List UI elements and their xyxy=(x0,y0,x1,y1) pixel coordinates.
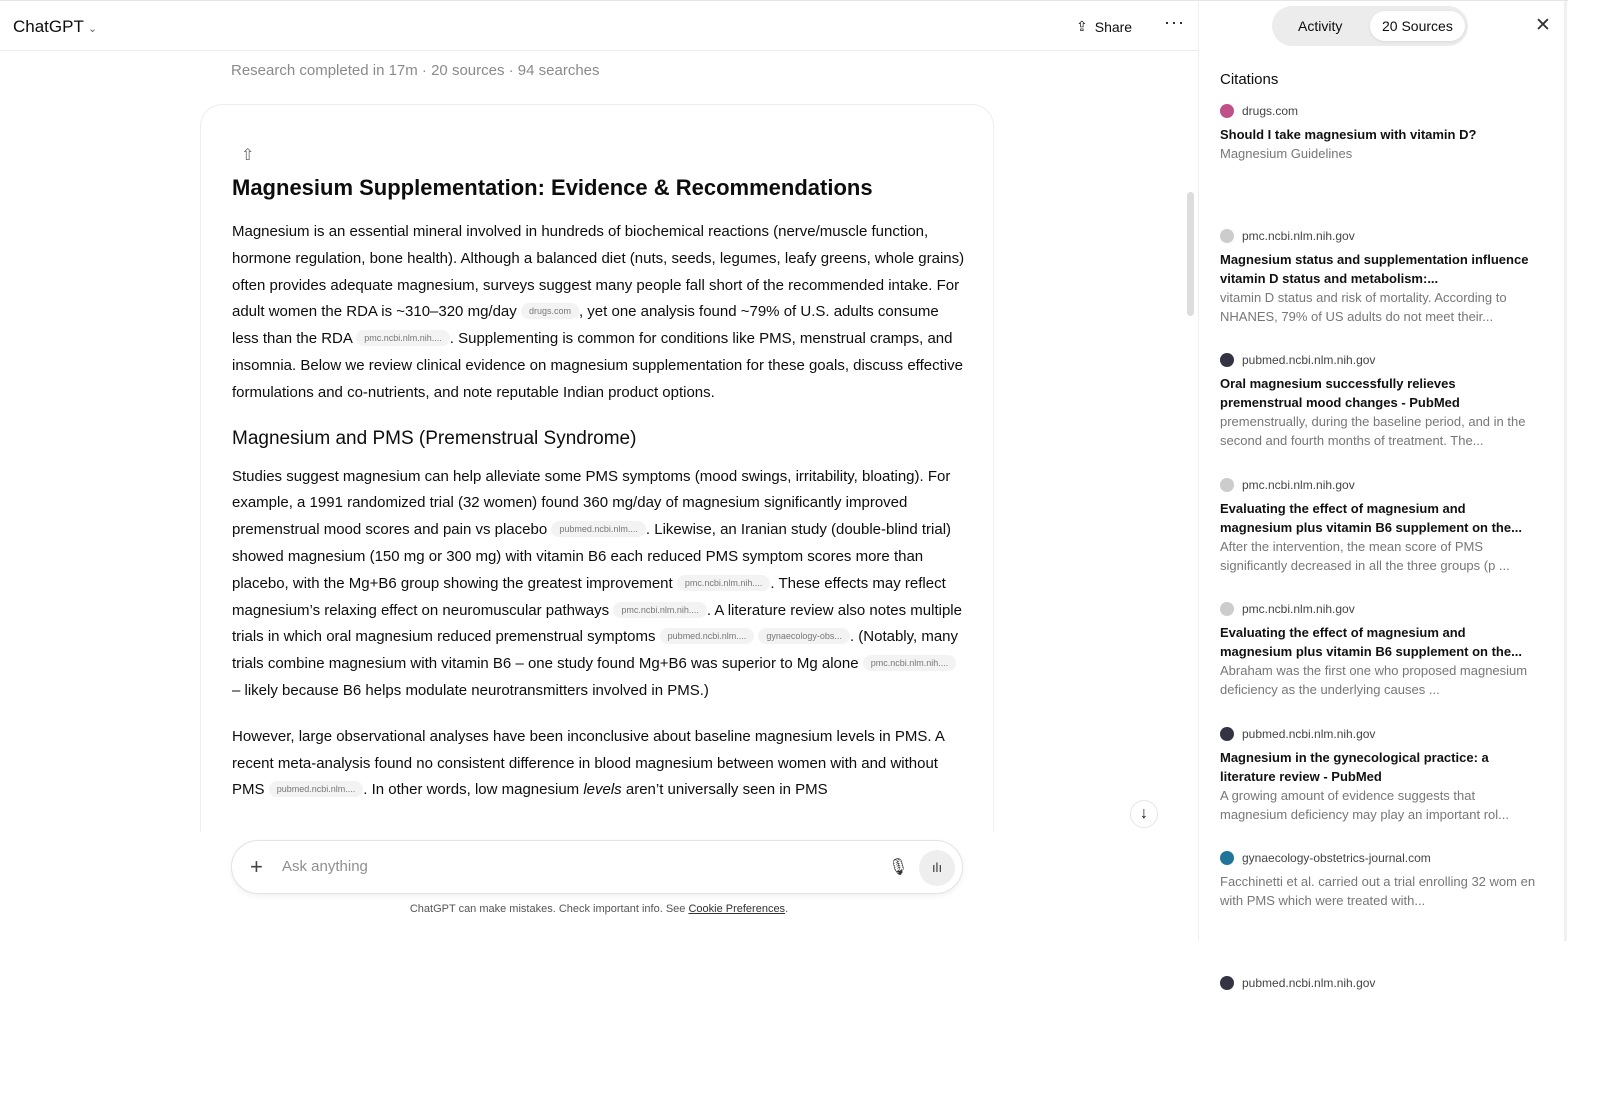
text: Magnesium is an essential mineral involved in hundreds of biochemical reactions (nerve/muscle function, hormone regulation, bone health). Although a balanced diet (nuts, seeds, legumes, leafy greens, whole grains) often provides adequate magnesium, surveys suggest many people fall short of the recommended intake. For adult women the RDA is ~310–320 mg/day xyxy=(232,223,964,320)
text: . Supplementing is common for conditions like PMS, menstrual cramps, and insomnia. Below we review clinical evidence on magnesium supplementation for these goals, discuss effective formulations and co-nutrients, and note reputable Indian product options. xyxy=(232,330,963,401)
scroll-down-icon[interactable]: ↓ xyxy=(1130,800,1158,828)
report-body xyxy=(232,173,967,823)
favicon-icon xyxy=(1220,851,1234,865)
chevron-down-icon: ⌄ xyxy=(88,23,97,35)
cookie-preferences-link[interactable]: Cookie Preferences xyxy=(688,903,785,915)
citation-title: Should I take magnesium with vitamin D? xyxy=(1220,125,1536,144)
text: aren’t universally seen in PMS xyxy=(622,781,828,798)
sources-panel xyxy=(1198,0,1568,940)
share-button[interactable] xyxy=(1076,18,1132,35)
scrollbar[interactable] xyxy=(1187,192,1194,316)
citation-title: Magnesium in the gynecological practice: a literature review - PubMed xyxy=(1220,748,1536,786)
citation-snippet: A growing amount of evidence suggests that magnesium deficiency may play an important rol... xyxy=(1220,786,1536,824)
citation-domain xyxy=(1220,850,1536,866)
text: . In other words, low magnesium xyxy=(363,781,583,798)
favicon-icon xyxy=(1220,353,1234,367)
citation-item[interactable] xyxy=(1220,352,1536,477)
composer xyxy=(231,840,963,894)
tab-activity[interactable]: Activity xyxy=(1286,11,1354,41)
citation-chip[interactable]: pubmed.ncbi.nlm.... xyxy=(269,781,364,797)
citations-list xyxy=(1220,103,1536,1099)
observational-paragraph xyxy=(232,724,967,804)
favicon-icon xyxy=(1220,478,1234,492)
citation-chip[interactable]: pmc.ncbi.nlm.nih.... xyxy=(613,602,707,618)
favicon-icon xyxy=(1220,727,1234,741)
model-selector[interactable] xyxy=(13,17,97,37)
disclaimer xyxy=(0,903,1198,915)
research-report-card xyxy=(200,104,994,832)
citation-snippet: After the intervention, the mean score of PMS significantly decreased in all the three groups (p ... xyxy=(1220,537,1536,575)
citation-chip[interactable]: pubmed.ncbi.nlm.... xyxy=(660,628,755,644)
citation-item[interactable] xyxy=(1220,975,1536,1099)
citation-domain xyxy=(1220,975,1536,991)
text: . xyxy=(785,903,788,915)
top-bar xyxy=(0,0,1198,51)
citation-domain xyxy=(1220,601,1536,617)
citation-chip[interactable]: pmc.ncbi.nlm.nih.... xyxy=(863,655,957,671)
citation-chip[interactable]: pmc.ncbi.nlm.nih.... xyxy=(356,330,450,346)
citation-snippet: vitamin D status and risk of mortality. According to NHANES, 79% of US adults do not meet their... xyxy=(1220,288,1536,326)
more-options-icon[interactable]: ··· xyxy=(1164,12,1185,33)
citation-snippet: Facchinetti et al. carried out a trial enrolling 32 wom en with PMS which were treated with... xyxy=(1220,872,1536,910)
app-name: ChatGPT xyxy=(13,17,84,36)
citation-chip[interactable]: gynaecology-obs... xyxy=(758,628,850,644)
citation-domain xyxy=(1220,477,1536,493)
citation-item[interactable] xyxy=(1220,601,1536,726)
share-label: Share xyxy=(1095,19,1132,35)
export-icon[interactable]: ⇧ xyxy=(241,145,254,165)
citation-title: Evaluating the effect of magnesium and magnesium plus vitamin B6 supplement on the... xyxy=(1220,623,1536,661)
domain-text: pubmed.ncbi.nlm.nih.gov xyxy=(1242,353,1375,367)
citation-item[interactable] xyxy=(1220,726,1536,851)
citations-heading: Citations xyxy=(1220,71,1278,88)
citation-domain xyxy=(1220,103,1536,119)
domain-text: pmc.ncbi.nlm.nih.gov xyxy=(1242,602,1355,616)
favicon-icon xyxy=(1220,602,1234,616)
citation-snippet: premenstrually, during the baseline period, and in the second and fourth months of treatment. The... xyxy=(1220,412,1536,450)
citation-snippet: Magnesium Guidelines xyxy=(1220,144,1536,163)
citation-domain xyxy=(1220,726,1536,742)
citation-title: Magnesium status and supplementation influence vitamin D status and metabolism:... xyxy=(1220,250,1536,288)
microphone-icon[interactable]: 🎙 xyxy=(888,857,908,877)
citation-item[interactable] xyxy=(1220,103,1536,228)
text: , yet one analysis found ~79% of U.S. adults consume less than the RDA xyxy=(232,303,939,347)
domain-text: pmc.ncbi.nlm.nih.gov xyxy=(1242,478,1355,492)
domain-text: pubmed.ncbi.nlm.nih.gov xyxy=(1242,727,1375,741)
text: . These effects may reflect magnesium’s relaxing effect on neuromuscular pathways xyxy=(232,575,946,619)
citation-domain xyxy=(1220,352,1536,368)
domain-text: drugs.com xyxy=(1242,104,1298,118)
text: levels xyxy=(583,781,621,798)
text: . (Notably, many trials combine magnesium with vitamin B6 – one study found Mg+B6 was superior to Mg alone xyxy=(232,628,958,672)
plus-icon[interactable]: + xyxy=(250,854,263,880)
domain-text: pubmed.ncbi.nlm.nih.gov xyxy=(1242,976,1375,990)
citation-title: Evaluating the effect of magnesium and magnesium plus vitamin B6 supplement on the... xyxy=(1220,499,1536,537)
share-icon: ⇪ xyxy=(1076,18,1088,35)
panel-tabs xyxy=(1272,6,1468,46)
text: – likely because B6 helps modulate neurotransmitters involved in PMS.) xyxy=(232,682,709,699)
citation-item[interactable] xyxy=(1220,228,1536,353)
close-icon[interactable]: ✕ xyxy=(1535,14,1551,37)
voice-mode-icon[interactable]: ılı xyxy=(919,850,955,886)
citation-item[interactable] xyxy=(1220,477,1536,602)
prompt-input[interactable]: Ask anything xyxy=(282,858,368,875)
text: However, large observational analyses have been inconclusive about baseline magnesium levels in PMS. A recent meta-analysis found no consistent difference in blood magnesium between women with and without PMS xyxy=(232,728,944,799)
citation-title: Oral magnesium successfully relieves premenstrual mood changes - PubMed xyxy=(1220,374,1536,412)
text: ChatGPT can make mistakes. Check important info. See xyxy=(410,903,689,915)
text: Studies suggest magnesium can help alleviate some PMS symptoms (mood swings, irritability, bloating). For example, a 1991 randomized trial (32 women) found 360 mg/day of magnesium significantly improved premenstrual mood scores and pain vs placebo xyxy=(232,468,950,539)
favicon-icon xyxy=(1220,976,1234,990)
panel-scrollbar[interactable] xyxy=(1564,1,1567,941)
citation-chip[interactable]: pubmed.ncbi.nlm.... xyxy=(551,521,646,537)
intro-paragraph xyxy=(232,219,967,407)
citation-item[interactable] xyxy=(1220,850,1536,975)
citation-chip[interactable]: drugs.com xyxy=(521,303,579,319)
research-status: Research completed in 17m · 20 sources · 94 searches xyxy=(231,62,600,79)
citation-chip[interactable]: pmc.ncbi.nlm.nih.... xyxy=(677,575,771,591)
favicon-icon xyxy=(1220,229,1234,243)
favicon-icon xyxy=(1220,104,1234,118)
domain-text: gynaecology-obstetrics-journal.com xyxy=(1242,851,1431,865)
citation-domain xyxy=(1220,228,1536,244)
pms-paragraph xyxy=(232,464,967,705)
text: . A literature review also notes multiple trials in which oral magnesium reduced premenstrual symptoms xyxy=(232,602,962,646)
citation-snippet: Abraham was the first one who proposed magnesium deficiency as the underlying causes ... xyxy=(1220,661,1536,699)
report-title: Magnesium Supplementation: Evidence & Recommendations xyxy=(232,173,967,203)
text: . Likewise, an Iranian study (double-blind trial) showed magnesium (150 mg or 300 mg) with vitamin B6 each reduced PMS symptom scores more than placebo, with the Mg+B6 group showing the greatest improvement xyxy=(232,521,951,592)
tab-sources[interactable]: 20 Sources xyxy=(1370,11,1465,41)
section-heading: Magnesium and PMS (Premenstrual Syndrome) xyxy=(232,426,967,452)
domain-text: pmc.ncbi.nlm.nih.gov xyxy=(1242,229,1355,243)
